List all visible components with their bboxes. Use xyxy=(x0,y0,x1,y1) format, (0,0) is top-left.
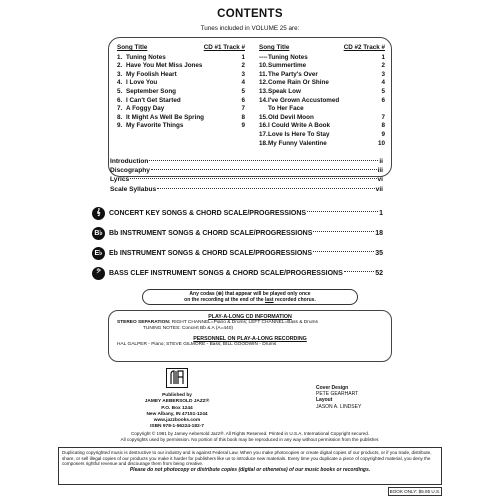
leader-dots xyxy=(344,271,374,272)
tune-track: 7 xyxy=(241,105,245,113)
section-label: Eb INSTRUMENT SONGS & CHORD SCALE/PROGRESSIONS xyxy=(109,249,313,257)
tune-number: 4. xyxy=(117,79,123,87)
tune-track: 3 xyxy=(381,70,385,78)
tune-title: The Party's Over xyxy=(268,70,318,78)
tune-number: 6. xyxy=(117,96,123,104)
design-credits xyxy=(316,385,386,410)
tune-title: I Could Write A Book xyxy=(268,122,331,130)
tune-title: Speak Low xyxy=(268,87,301,95)
stereo-label: STEREO SEPARATION: xyxy=(117,320,171,326)
tune-title: Come Rain Or Shine xyxy=(268,79,329,87)
b-flat-icon: B♭ xyxy=(92,227,105,240)
leader-dots xyxy=(313,231,374,232)
coda-line-2-pre: on the recording at the end of the xyxy=(184,297,265,304)
tune-title: My Funny Valentine xyxy=(268,139,327,147)
tune-row xyxy=(117,122,245,131)
tune-number: 15. xyxy=(259,113,268,121)
tune-track: 3 xyxy=(241,70,245,78)
tune-title: My Foolish Heart xyxy=(126,70,177,78)
cd1-track-header: CD #1 Track # xyxy=(203,44,245,51)
cd2-track-header: CD #2 Track # xyxy=(343,44,385,51)
section-page: 18 xyxy=(375,229,383,237)
tune-track: 9 xyxy=(241,122,245,130)
tune-row xyxy=(259,54,385,63)
tune-row xyxy=(259,131,385,140)
tune-number: 9. xyxy=(117,122,123,130)
copyright-notice xyxy=(60,431,440,443)
copyright-warning-box xyxy=(58,447,442,485)
tune-track: 10 xyxy=(377,139,385,147)
tune-track: 9 xyxy=(381,130,385,138)
tune-track: 8 xyxy=(241,113,245,121)
tunes-cd2-header xyxy=(259,44,385,53)
leader-dots xyxy=(130,178,376,179)
tune-number: 18. xyxy=(259,139,268,147)
index-entry xyxy=(110,185,383,194)
section-entry xyxy=(92,203,383,223)
cover-design-label: Cover Design xyxy=(316,385,349,391)
tune-number: 12. xyxy=(259,79,268,87)
leader-dots xyxy=(157,188,374,189)
tune-row xyxy=(259,105,385,114)
tune-row xyxy=(259,97,385,106)
tunes-cd1-header xyxy=(117,44,245,53)
tune-number: 14. xyxy=(259,96,268,104)
tune-row xyxy=(259,140,385,149)
cd-info-heading: PLAY-A-LONG CD INFORMATION xyxy=(208,314,292,320)
tune-row xyxy=(117,97,245,106)
tune-title: Old Devil Moon xyxy=(268,113,314,121)
tune-title: Tuning Notes xyxy=(268,53,308,61)
tune-track: 7 xyxy=(381,113,385,121)
tune-number: 3. xyxy=(117,70,123,78)
cd-info-box xyxy=(108,310,392,362)
tune-track: 4 xyxy=(241,79,245,87)
tune-title: To Her Face xyxy=(268,105,304,113)
tune-track: 1 xyxy=(381,53,385,61)
tune-number: 1. xyxy=(117,53,123,61)
tune-number: 13. xyxy=(259,87,268,95)
treble-clef-icon: 𝄞 xyxy=(92,207,105,220)
tune-number: 10. xyxy=(259,62,268,70)
publisher-po-box: P.O. Box 1244 xyxy=(161,405,193,411)
section-entry xyxy=(92,223,383,243)
index-entry xyxy=(110,157,383,166)
tune-track: 2 xyxy=(381,62,385,70)
leader-dots xyxy=(313,251,374,252)
tune-title: I Love You xyxy=(126,79,158,87)
index-page: vi xyxy=(377,176,383,184)
index-page: ii xyxy=(379,158,383,165)
personnel-heading: PERSONNEL ON PLAY-A-LONG RECORDING xyxy=(193,335,307,342)
coda-line-1: Any codas (⊕) that appear will be played only once xyxy=(189,291,311,297)
song-title-header: Song Title xyxy=(259,44,290,51)
section-page: 52 xyxy=(375,269,383,277)
tune-number: 16. xyxy=(259,122,268,130)
tune-track: 6 xyxy=(381,96,385,104)
layout-label: Layout xyxy=(316,397,333,404)
song-title-header: Song Title xyxy=(117,44,148,51)
index-label: Scale Syllabus xyxy=(110,185,157,193)
tune-track: 5 xyxy=(381,87,385,95)
tune-title: I Can't Get Started xyxy=(126,96,181,104)
index-page: iii xyxy=(377,167,383,175)
section-entry xyxy=(92,263,383,283)
bass-clef-icon: 𝄢 xyxy=(92,267,105,280)
tune-title: Have You Met Miss Jones xyxy=(126,62,203,70)
tune-number: 2. xyxy=(117,62,123,70)
leader-dots xyxy=(151,169,377,170)
tunes-cd2-column xyxy=(259,44,385,148)
tune-title: Love Is Here To Stay xyxy=(268,130,330,138)
price-tag: BOOK ONLY: $5.95 U.S. xyxy=(389,489,441,494)
leader-dots xyxy=(149,160,378,161)
tune-row xyxy=(117,79,245,88)
section-entry xyxy=(92,243,383,263)
tune-title: A Foggy Day xyxy=(126,105,165,113)
tune-row xyxy=(259,62,385,71)
tunes-cd1-column xyxy=(117,44,245,131)
section-page: 1 xyxy=(379,209,383,217)
tune-track: 1 xyxy=(241,53,245,61)
tune-track: 5 xyxy=(241,87,245,95)
tune-row xyxy=(259,71,385,80)
copyright-line-1: Copyright © 1981 by Jamey Aebersold Jazz®. All Rights Reserved. Printed in U.S.A. International Copyright secured. xyxy=(130,431,370,436)
index-label: Discography xyxy=(110,167,150,175)
tune-row xyxy=(259,79,385,88)
section-label: Bb INSTRUMENT SONGS & CHORD SCALE/PROGRESSIONS xyxy=(109,229,313,237)
tune-row xyxy=(117,54,245,63)
layout-name: JASON A. LINDSEY xyxy=(316,403,362,410)
tune-track: 6 xyxy=(241,96,245,104)
publisher-name: JAMEY AEBERSOLD JAZZ® xyxy=(144,399,210,405)
published-by: Published by xyxy=(162,393,192,399)
tune-number: 17. xyxy=(259,130,268,138)
front-matter-index xyxy=(110,157,383,194)
section-page: 35 xyxy=(375,249,383,257)
warning-text: Duplicating copyrighted music is destructive to our industry and is against Federal Law. When you make photocopies or create digital copies of our products, or if you trade, distribute, share, or sell illegal copies of our products you make it harder for publishers like us to introduce new materials. Every time you duplicate a piece of copyrighted material, you deny the composers rightful revenue and discourage them from being creative. xyxy=(62,450,432,467)
stereo-text: RIGHT CHANNEL=Piano & Drums; LEFT CHANNEL=Bass & Drums xyxy=(171,320,318,326)
tune-row xyxy=(117,105,245,114)
tune-row xyxy=(259,88,385,97)
tuning-notes-line: TUNING NOTES: Concert Bb & A (A=440) xyxy=(143,326,233,332)
page-title: CONTENTS xyxy=(217,8,283,20)
copyright-line-2: All copyrights used by permission. No portion of this book may be reproduced in any way without permission from the publisher. xyxy=(120,436,380,442)
jamey-aebersold-logo-icon xyxy=(166,368,188,388)
tune-track: 2 xyxy=(241,62,245,70)
section-label: CONCERT KEY SONGS & CHORD SCALE/PROGRESSIONS xyxy=(109,209,307,217)
tune-track: 4 xyxy=(381,79,385,87)
index-entry xyxy=(110,166,383,175)
page-subtitle: Tunes included in VOLUME 25 are: xyxy=(200,25,300,32)
coda-note xyxy=(142,289,358,305)
tune-row xyxy=(117,114,245,123)
tune-row xyxy=(117,88,245,97)
coda-line-2-underlined: last xyxy=(264,297,274,304)
personnel-line: HAL GALPER - Piano; STEVE GILMORE - Bass; BILL GOODWIN - Drums xyxy=(117,341,277,347)
tune-track: 8 xyxy=(381,122,385,130)
tune-number: 5. xyxy=(117,87,123,95)
tune-title: My Favorite Things xyxy=(126,122,184,130)
tune-number: ---- xyxy=(259,53,268,61)
tune-number: 11. xyxy=(259,70,268,78)
tune-number xyxy=(259,105,268,114)
index-entry xyxy=(110,175,383,184)
tune-number: 7. xyxy=(117,105,123,113)
tune-title: Tuning Notes xyxy=(126,53,166,61)
instrument-sections xyxy=(92,203,383,283)
section-label: BASS CLEF INSTRUMENT SONGS & CHORD SCALE/PROGRESSIONS xyxy=(109,269,343,277)
index-label: Introduction xyxy=(110,158,149,165)
tunes-box xyxy=(108,37,392,177)
tune-row xyxy=(259,122,385,131)
publisher-city: New Albany, IN 47151-1244 xyxy=(146,411,208,417)
tune-row xyxy=(259,114,385,123)
tune-title: September Song xyxy=(126,87,177,95)
publisher-block xyxy=(112,368,242,430)
index-page: vii xyxy=(375,185,383,193)
tune-title: It Might As Well Be Spring xyxy=(126,113,205,121)
tune-row xyxy=(117,71,245,80)
isbn: ISBN 978-1-56224-182-7 xyxy=(150,424,204,430)
leader-dots xyxy=(307,211,378,212)
index-label: Lyrics xyxy=(110,176,130,184)
tune-track xyxy=(371,105,385,114)
tune-row xyxy=(117,62,245,71)
tune-number: 8. xyxy=(117,113,123,121)
e-flat-icon: E♭ xyxy=(92,247,105,260)
publisher-website: www.jazzbooks.com xyxy=(153,418,201,424)
tune-title: I've Grown Accustomed xyxy=(268,96,340,104)
warning-bold: Please do not photocopy or distribute copies (digital or otherwise) of our music books or recordings. xyxy=(129,466,371,473)
coda-line-2 xyxy=(143,297,357,303)
coda-line-2-post: recorded chorus. xyxy=(273,297,316,304)
tune-title: Summertime xyxy=(268,62,307,70)
cover-design-name: PETE GEARHART xyxy=(316,391,359,398)
